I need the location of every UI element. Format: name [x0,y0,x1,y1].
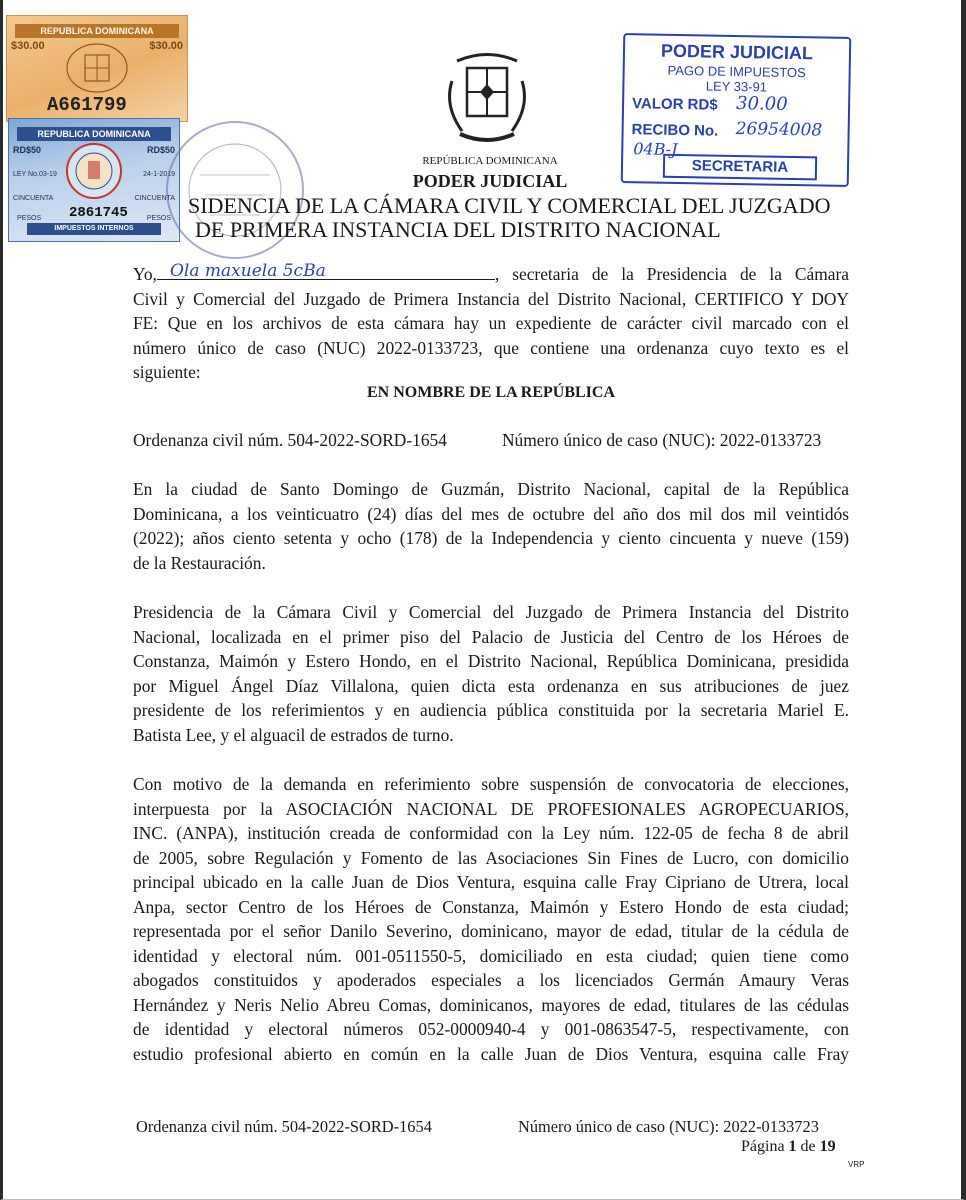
stamp-value-left: $30.00 [11,40,45,52]
paragraph-line: de la Restauración. [133,552,266,573]
paragraph-line: Nacional, localizada en el primer piso del Palacio de Justicia del Centro de los Héroes de [133,626,849,647]
certification-line: Civil y Comercial del Juzgado de Primera Instancia del Distrito Nacional, CERTIFICO Y DOY [133,288,849,309]
court-title-line2: DE PRIMERA INSTANCIA DEL DISTRITO NACIONAL [195,217,721,242]
court-title-line1: SIDENCIA DE LA CÁMARA CIVIL Y COMERCIAL DEL JUZGADO [188,193,831,218]
section-heading: EN NOMBRE DE LA REPÚBLICA [366,384,616,401]
fiscal-stamp-orange [6,15,188,122]
paragraph-line: estudio profesional abierto en común en la calle Juan de Dios Ventura, esquina calle Fray [133,1043,849,1064]
paragraph-line: presidente de los referimientos y en audiencia pública constituida por la secretaria Mariel E. [133,700,849,720]
ordenanza-reference: Ordenanza civil núm. 504-2022-SORD-1654 [133,430,447,450]
stamp-value-handwritten: 30.00 [735,93,788,115]
stamp-subtitle: PAGO DE IMPUESTOS [667,62,806,81]
paragraph-line: Dominicana, a los veinticuatro (24) días del mes de octubre del año dos mil dos mil veintidós [133,503,849,524]
paragraph-claim [133,772,849,1066]
stamp-law: LEY 33-91 [705,78,768,95]
stamp-receipt-handwritten: 26954008 [735,118,823,141]
certification-line: siguiente: [133,362,201,382]
paragraph-line: identidad y electoral núm. 001-0511550-5, domiciliado en esta ciudad; quien tiene como [133,945,849,966]
stamp-word-right: CINCUENTA [134,195,175,202]
republic-label: REPÚBLICA DOMINICANA [422,155,558,167]
certification-line: número único de caso (NUC) 2022-0133723, que contiene una ordenanza cuyo texto es el [133,337,849,358]
certification-prefix: Yo, [133,264,157,284]
stamp-header: REPUBLICA DOMINICANA [15,24,179,38]
footer-nuc: Número único de caso (NUC): 2022-0133723 [518,1117,819,1136]
paragraph-line: por Miguel Ángel Díaz Villalona, quien dicta esta ordenanza en sus atribuciones de juez [133,675,849,696]
paragraph-line: interpuesta por la ASOCIACIÓN NACIONAL DE PROFESIONALES AGROPECUARIOS, [133,798,849,819]
paragraph-court [133,600,849,747]
stamp-serial: 2861745 [69,205,128,221]
paragraph-line: principal ubicado en la calle Juan de Dios Ventura, esquina calle Fray Cipriano de Utrera, local [133,872,849,892]
stamp-rd-left: RD$50 [13,145,42,155]
paragraph-line: Hernández y Neris Nelio Abreu Comas, dominicanos, mayores de edad, titulares de las cédulas [133,994,849,1015]
certification-suffix: , secretaria de la Presidencia de la Cámara [494,264,849,284]
handwritten-signature: Ola maxuela 5cBa [170,261,326,281]
page-number [741,1138,836,1156]
page-of: de [800,1138,816,1155]
paragraph-line: abogados constituidos y apoderados especiales a los licenciados Germán Amaury Veras [133,970,849,990]
stamp-title: PODER JUDICIAL [660,40,814,64]
page-total: 19 [819,1138,836,1155]
seal-emblem-icon [64,141,124,201]
stamp-pesos-right: PESOS [146,215,171,222]
stamp-value-label: VALOR RD$ [631,95,718,114]
stamp-pesos-left: PESOS [17,215,42,222]
stamp-value-right: $30.00 [149,40,183,52]
stamp-law: LEY No.03-19 [13,171,57,178]
paragraph-line: En la ciudad de Santo Domingo de Guzmán, Distrito Nacional, capital de la República [133,479,849,499]
fiscal-stamp-blue [8,118,180,242]
page-prefix: Página [741,1138,785,1155]
stamp-secretaria: SECRETARIA [663,154,817,181]
paragraph-line: de 2005, sobre Regulación y Fomento de las Asociaciones Sin Fines de Lucro, con domicilio [133,847,849,868]
page-current: 1 [788,1138,797,1155]
stamp-receipt-label: RECIBO No. [631,121,719,140]
paragraph-line: Anpa, sector Centro de los Héroes de Constanza, Maimón y Estero Hondo de esta ciudad; [133,896,849,917]
institution-label: PODER JUDICIAL [412,171,568,191]
stamp-header: REPUBLICA DOMINICANA [17,127,171,141]
paragraph-line: Presidencia de la Cámara Civil y Comercial del Juzgado de Primera Instancia del Distrito [133,602,849,622]
stamp-serial: A661799 [47,94,127,116]
footer-initials: VRP [848,1160,865,1169]
stamp-rd-right: RD$50 [146,145,175,155]
paragraph-line: Batista Lee, y el alguacil de estrados de turno. [133,724,454,745]
coat-of-arms-icon [57,40,137,95]
paragraph-line: de identidad y electoral números 052-0000940-4 y 001-0863547-5, respectivamente, con [133,1019,849,1039]
stamp-footer: IMPUESTOS INTERNOS [27,223,161,235]
paragraph-line: representada por el señor Danilo Severino, dominicano, mayor de edad, titular de la cédula de [133,921,849,941]
paragraph-line: (2022); años ciento setenta y ocho (178) de la Independencia y ciento cincuenta y nueve (159) [133,528,849,548]
national-emblem-icon [432,46,542,156]
tax-payment-stamp [621,33,852,187]
stamp-date: 24-1-2019 [143,171,175,178]
paragraph-date [133,477,849,575]
nuc-reference: Número único de caso (NUC): 2022-0133723 [502,430,822,450]
stamp-word-left: CINCUENTA [13,195,54,202]
paragraph-line: INC. (ANPA), institución creada de conformidad con la Ley núm. 122-05 de fecha 8 de abril [133,823,849,843]
paragraph-line: Con motivo de la demanda en referimiento sobre suspensión de convocatoria de elecciones, [133,774,849,794]
stamp-handwritten-note: 04B-J [633,139,678,159]
footer-ordenanza: Ordenanza civil núm. 504-2022-SORD-1654 [136,1117,432,1136]
certification-line: FE: Que en los archivos de esta cámara hay un expediente de carácter civil marcado con el [133,313,849,333]
paragraph-line: Constanza, Maimón y Estero Hondo, en el Distrito Nacional, República Dominicana, presidida [133,651,849,671]
